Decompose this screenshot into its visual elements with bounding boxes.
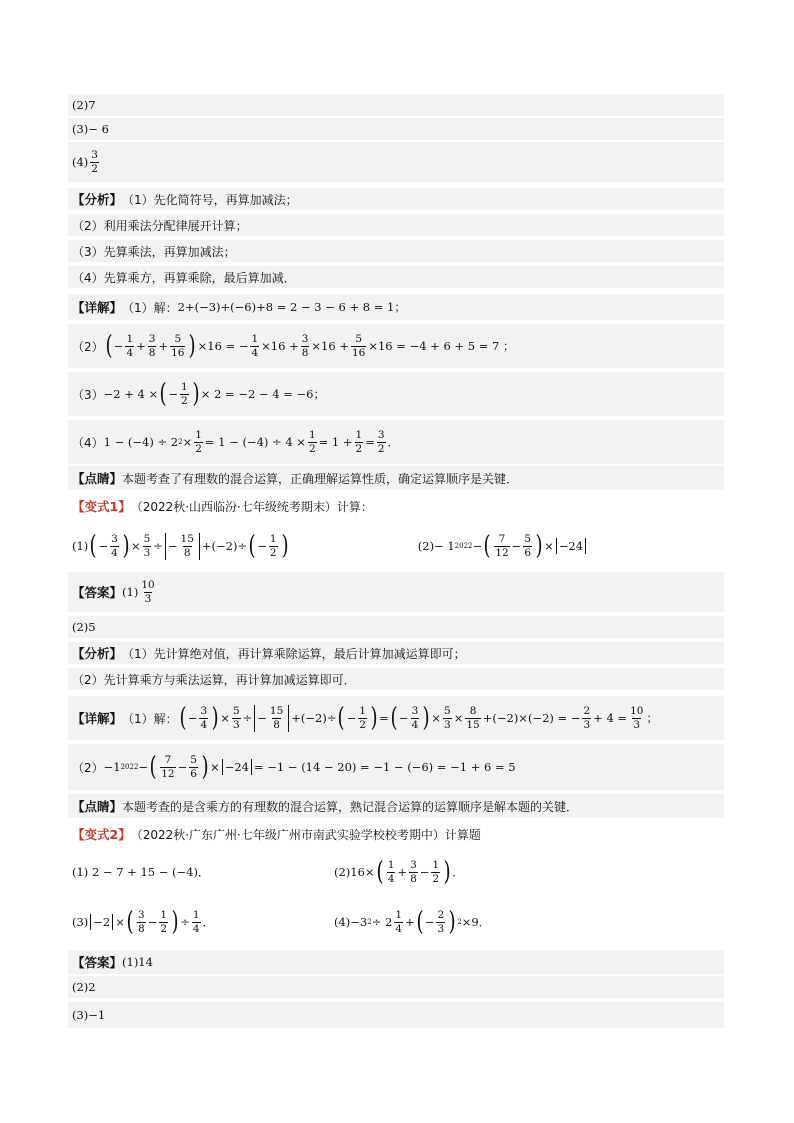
math-expression: −2 + 4 × ( − $\frac{1}{2}$ ) × 2 = −2 − 4 = −6； — [103, 379, 325, 409]
detail-1: 【详解】 （1）解： 2+(−3)+(−6)+8 = 2 − 3 − 6 + 8 = 1； — [68, 294, 724, 320]
fraction: $\frac{10}{3}$ — [141, 578, 155, 605]
variant-2-q4: (4) −3 2 ÷ 2 $\frac{1}{4}$ + ( − $\frac{2}{3}$ ) 2 ×9． — [334, 907, 491, 937]
analysis-2-line-1: 【分析】 （1）先计算绝对值，再计算乘除运算，最后计算加减运算即可； — [68, 642, 724, 664]
answer-v1-2: (2)5 — [68, 616, 724, 638]
variant-2-questions-row-2 — [68, 900, 724, 944]
comment-2: 【点睛】 本题考查的是含乘方的有理数的混合运算，熟记混合运算的运算顺序是解本题的关键． — [68, 794, 724, 818]
variant-2-q3: (3) −2 × ( $\frac{3}{8}$ − $\frac{1}{2}$ ) ÷ $\frac{1}{4}$ ． — [72, 907, 215, 937]
variant-2-header: 【变式2】 （2022秋·广东广州·七年级广州市南武实验学校校考期中）计算题 — [72, 827, 481, 842]
variant-2-questions-row-1 — [68, 850, 724, 894]
variant-1-header: 【变式1】 （2022秋·山西临汾·七年级统考期末）计算： — [72, 499, 373, 514]
analysis-2-line-2: （2）先计算乘方与乘法运算，再计算加减运算即可． — [68, 668, 724, 690]
analysis-line-1: 【分析】 （1）先化简符号，再算加减法； — [68, 188, 724, 210]
detail-2: （2） ( − $\frac{1}{4}$ + $\frac{3}{8}$ + $\frac{5}{16}$ ) ×16 = − $\frac{1}{4}$ ×16 + $\frac{3}{8}$ ×16 + $\frac{5}{16}$ ×16 = −4 + 6 + 5 = 7 ； — [68, 324, 724, 368]
analysis-line-4: （4）先算乘方，再算乘除，最后算加减． — [68, 266, 724, 288]
answer-v2-1: 【答案】 (1)14 — [68, 950, 724, 974]
variant-1-questions — [68, 524, 724, 568]
answer-v1-1: 【答案】 (1) $\frac{10}{3}$ — [68, 572, 724, 612]
detail-4: （4） 1 − (−4) ÷ 2 2 × $\frac{1}{2}$ = 1 − (−4) ÷ 4 × $\frac{1}{2}$ = 1 + $\frac{1}{2}$ = $\frac{3}{2}$ ． — [68, 420, 724, 464]
math-expression: −1 2022 − ( $\frac{7}{12}$ − $\frac{5}{6}$ ) × −24 = −1 − (14 − 20) = −1 − (−6) = −1 + 6 = 5 — [103, 752, 516, 782]
detail-v1-1: 【详解】 （1）解： ( − $\frac{3}{4}$ ) × $\frac{5}{3}$ ÷ − $\frac{15}{8}$ +(−2)÷ ( − $\frac{1}{2}$ ) = ( − $\frac{3}{4}$ ) × $\frac{5}{3}$ × $\frac{8}{15}$ +(−2)×(−2) = − $\frac{2}{3}$ + 4 = $\frac{10}{3}$ ； — [68, 696, 724, 740]
fraction: $\frac{3}{2}$ — [91, 148, 98, 175]
variant-2-q1: (1) 2 − 7 + 15 − (−4)． — [72, 865, 210, 879]
math-expression: ( − $\frac{1}{4}$ + $\frac{3}{8}$ + $\frac{5}{16}$ ) ×16 = − $\frac{1}{4}$ ×16 + $\frac{3}{8}$ ×16 + $\frac{5}{16}$ ×16 = −4 + 6 + 5 = 7 ； — [105, 331, 515, 361]
variant-2-q2: (2) 16× ( $\frac{1}{4}$ + $\frac{3}{8}$ − $\frac{1}{2}$ ) ． — [334, 857, 464, 887]
answer-3: (3)− 6 — [68, 118, 724, 140]
comment-1: 【点睛】 本题考查了有理数的混合运算，正确理解运算性质，确定运算顺序是关键． — [68, 466, 724, 490]
analysis-line-2: （2）利用乘法分配律展开计算； — [68, 214, 724, 236]
answer-4: (4) $\frac{3}{2}$ — [68, 142, 724, 182]
math-expression: 1 − (−4) ÷ 2 2 × $\frac{1}{2}$ = 1 − (−4) ÷ 4 × $\frac{1}{2}$ = 1 + $\frac{1}{2}$ = $\frac{3}{2}$ ． — [103, 428, 400, 455]
answer-v2-2: (2)2 — [68, 976, 724, 998]
math-expression: ( − $\frac{3}{4}$ ) × $\frac{5}{3}$ ÷ − $\frac{15}{8}$ +(−2)÷ ( − $\frac{1}{2}$ ) = ( − $\frac{3}{4}$ ) × $\frac{5}{3}$ × $\frac{8}{15}$ +(−2)×(−2) = − $\frac{2}{3}$ + 4 = $\frac{10}{3}$ ； — [179, 703, 658, 733]
detail-v1-2: （2） −1 2022 − ( $\frac{7}{12}$ − $\frac{5}{6}$ ) × −24 = −1 − (14 − 20) = −1 − (−6) = −1 + 6 = 5 — [68, 744, 724, 790]
detail-3: （3） −2 + 4 × ( − $\frac{1}{2}$ ) × 2 = −2 − 4 = −6； — [68, 372, 724, 416]
answer-2: (2)7 — [68, 94, 724, 116]
variant-1-q2: (2) − 1 2022 − ( $\frac{7}{12}$ − $\frac{5}{6}$ ) × −24 — [418, 533, 588, 559]
analysis-line-3: （3）先算乘法，再算加减法； — [68, 240, 724, 262]
variant-1-q1: (1) ( − $\frac{3}{4}$ ) × $\frac{5}{3}$ ÷ − $\frac{15}{8}$ +(−2)÷ ( − $\frac{1}{2}$ ) — [72, 531, 289, 561]
answer-v2-3: (3)−1 — [68, 1002, 724, 1028]
